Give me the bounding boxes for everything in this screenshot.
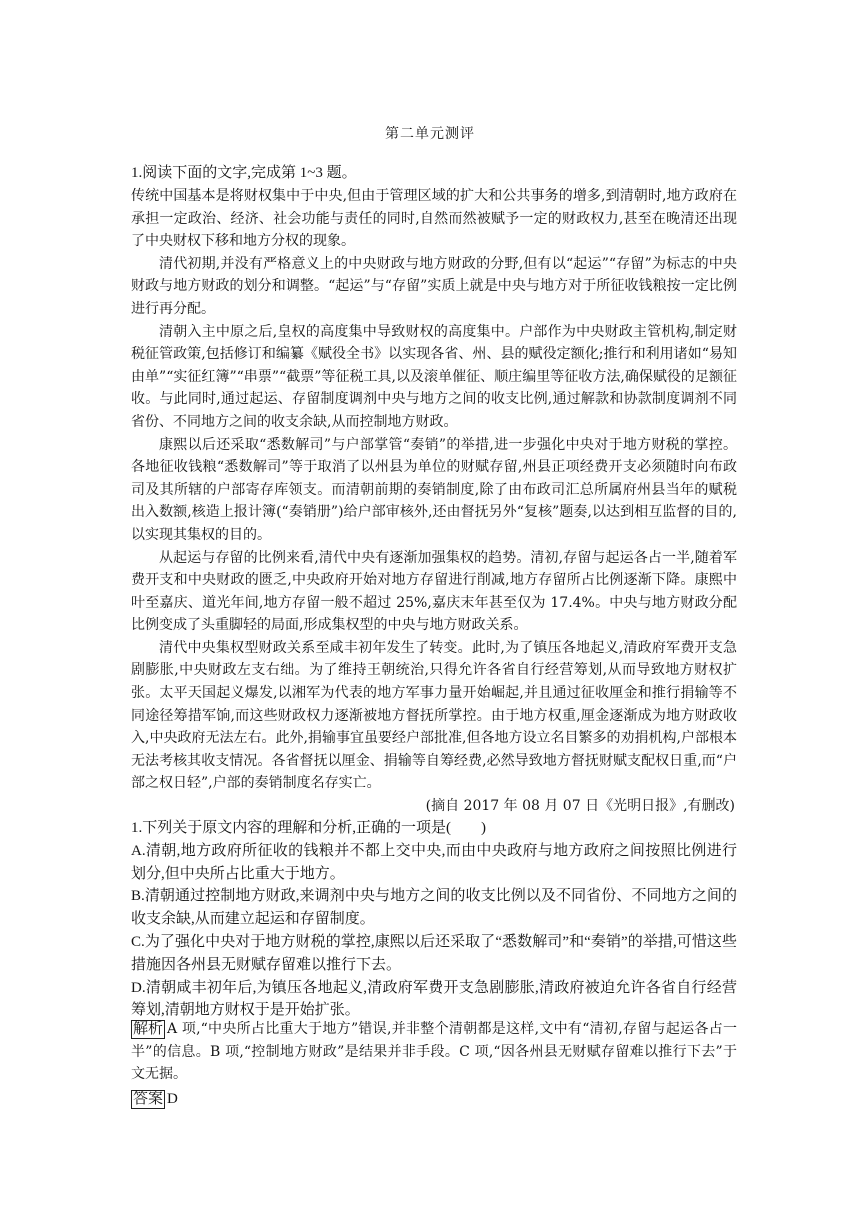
analysis-paragraph xyxy=(131,1018,737,1086)
article-paragraph: 传统中国基本是将财权集中于中央,但由于管理区域的扩大和公共事务的增多,到清朝时,地方政府在承担一定政治、经济、社会功能与责任的同时,自然而然被赋予一定的财政权力,甚至在晚清还出现了中央财权下移和地方分权的现象。 xyxy=(131,188,737,250)
answer-section xyxy=(131,1088,737,1110)
answer-value: D xyxy=(167,1091,178,1107)
article xyxy=(131,185,737,818)
option-a: A.清朝,地方政府所征收的钱粮并不都上交中央,而由中央政府与地方政府之间按照比例进行划分,但中央所占比重大于地方。 xyxy=(131,842,737,882)
option-b: B.清朝通过控制地方财政,来调剂中央与地方之间的收支比例以及不同省份、不同地方之间的收支余缺,从而建立起运和存留制度。 xyxy=(131,888,737,928)
analysis-section xyxy=(131,1018,737,1086)
answer-label: 答案 xyxy=(133,1091,164,1107)
option-d: D.清朝咸丰初年后,为镇压各地起义,清政府军费开支急剧膨胀,清政府被迫允许各省自行经营筹划,清朝地方财权于是开始扩张。 xyxy=(131,979,737,1019)
question-stem: 1.下列关于原文内容的理解和分析,正确的一项是( ) xyxy=(131,820,486,836)
article-source: (摘自 2017 年 08 月 07 日《光明日报》,有删改) xyxy=(425,798,735,815)
article-paragraph: 康熙以后还采取“悉数解司”与户部掌管“奏销”的举措,进一步强化中央对于地方财税的掌控。各地征收钱粮“悉数解司”等于取消了以州县为单位的财赋存留,州县正项经费开支必须随时向布政司及其所辖的户部寄存库领支。而清朝前期的奏销制度,除了由布政司汇总所属府州县当年的赋税出入数额,核造上报计簿(“奏销册”)给户部审核外,还由督抚另外“复核”题奏,以达到相互监督的目的,以实现其集权的目的。 xyxy=(131,436,737,543)
article-paragraph: 清代初期,并没有严格意义上的中央财政与地方财政的分野,但有以“起运”“存留”为标志的中央财政与地方财政的划分和调整。“起运”与“存留”实质上就是中央与地方对于所征收钱粮按一定比例进行再分配。 xyxy=(131,255,737,317)
option-c: C.为了强化中央对于地方财税的掌控,康熙以后还采取了“悉数解司”和“奏销”的举措,可惜这些措施因各州县无财赋存留难以推行下去。 xyxy=(131,933,737,973)
article-paragraph: 清朝入主中原之后,皇权的高度集中导致财权的高度集中。户部作为中央财政主管机构,制定财税征管政策,包括修订和编纂《赋役全书》以实现各省、州、县的赋役定额化;推行和利用诸如“易知由单”“实征红簿”“串票”“截票”等征税工具,以及滚单催征、顺庄编里等征收方法,确保赋役的足额征收。与此同时,通过起运、存留制度调剂中央与地方之间的收支比例,通过解款和协款制度调剂不同省份、不同地方之间的收支余缺,从而控制地方财政。 xyxy=(131,323,737,430)
article-paragraph: 清代中央集权型财政关系至咸丰初年发生了转变。此时,为了镇压各地起义,清政府军费开支急剧膨胀,中央财政左支右绌。为了维持王朝统治,只得允许各省自行经营筹划,从而导致地方财权扩张。太平天国起义爆发,以湘军为代表的地方军事力量开始崛起,并且通过征收厘金和推行捐输等不同途径筹措军饷,而这些财政权力逐渐被地方督抚所掌控。由于地方权重,厘金逐渐成为地方财政收入,中央政府无法左右。此外,捐输事宜虽要经户部批准,但各地方设立名目繁多的劝捐机构,户部根本无法考核其收支情况。各省督抚以厘金、捐输等自筹经费,必然导致地方督抚财赋支配权日重,而“户部之权日轻”,户部的奏销制度名存实亡。 xyxy=(131,639,737,792)
analysis-text: A 项,“中央所占比重大于地方”错误,并非整个清朝都是这样,文中有“清初,存留与起运各占一半”的信息。B 项,“控制地方财政”是结果并非手段。C 项,“因各州县无财赋存留难以推行下去”于文无据。 xyxy=(131,1021,737,1083)
question-1 xyxy=(131,817,737,1022)
analysis-label: 解析 xyxy=(133,1021,164,1037)
article-paragraph: 从起运与存留的比例来看,清代中央有逐渐加强集权的趋势。清初,存留与起运各占一半,随着军费开支和中央财政的匮乏,中央政府开始对地方存留进行削减,地方存留所占比例逐渐下降。康熙中叶至嘉庆、道光年间,地方存留一般不超过 25%,嘉庆末年甚至仅为 17.4%。中央与地方财政分配比例变成了头重脚轻的局面,形成集权型的中央与地方财政关系。 xyxy=(131,549,737,634)
question-intro: 1.阅读下面的文字,完成第 1~3 题。 xyxy=(131,165,357,181)
page-title: 第二单元测评 xyxy=(385,126,475,142)
